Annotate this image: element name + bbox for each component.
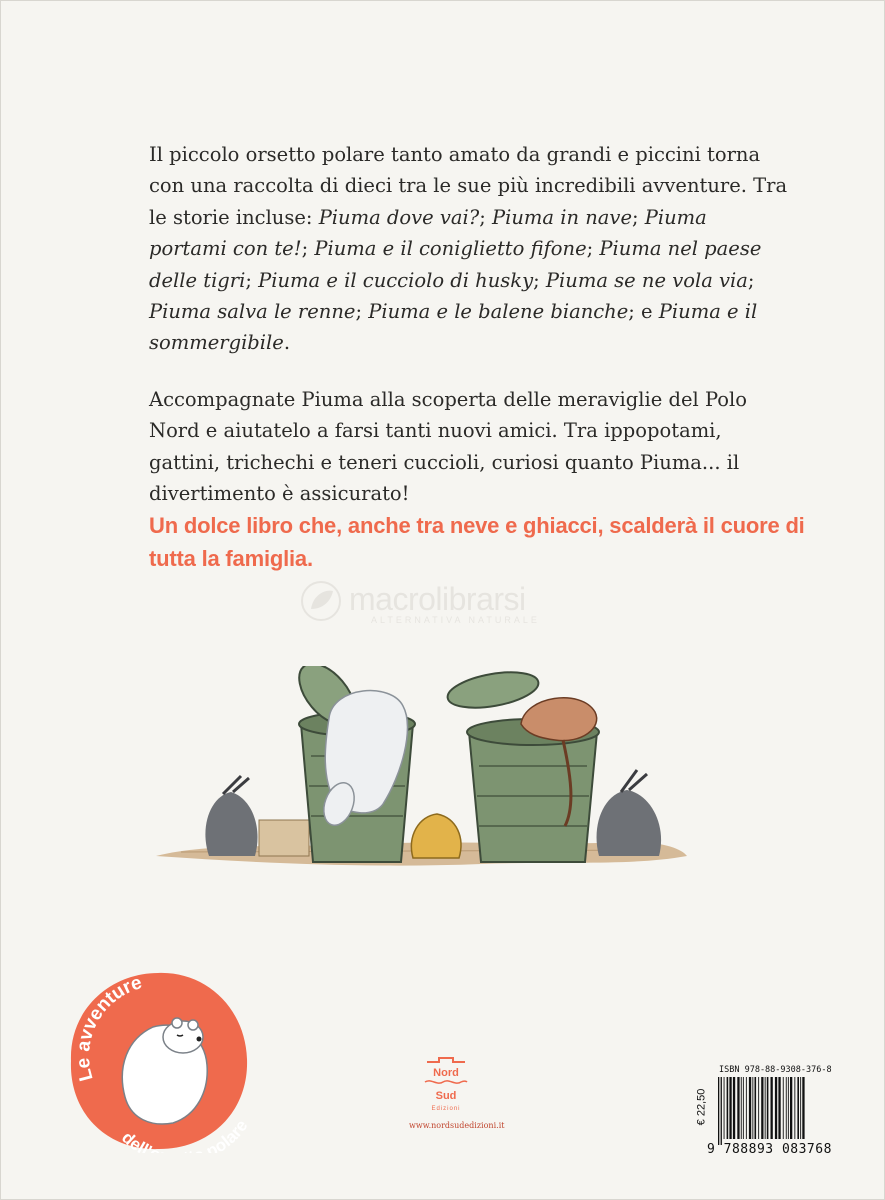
barcode-bar	[790, 1077, 792, 1139]
story-title: Piuma salva le renne	[149, 300, 356, 324]
trash-cans-illustration	[151, 666, 691, 886]
story-title: Piuma portami con te!	[149, 205, 707, 261]
series-badge	[65, 967, 251, 1153]
badge-seal	[65, 967, 251, 1153]
publisher-name-top: Nord	[433, 1067, 459, 1079]
barcode-bar	[749, 1077, 751, 1139]
story-title: Piuma dove vai?	[318, 205, 480, 229]
story-title: Piuma e il cucciolo di husky	[258, 268, 534, 292]
barcode-bar	[765, 1077, 766, 1139]
blurb-text	[149, 139, 789, 534]
barcode-bar	[788, 1077, 789, 1139]
barcode-bar	[783, 1077, 784, 1139]
barcode-bar	[767, 1077, 769, 1139]
publisher-logo	[421, 1056, 471, 1114]
barcode-bar	[746, 1077, 747, 1139]
story-title: Piuma e il sommergibile	[149, 300, 758, 355]
barcode-bar	[737, 1077, 739, 1139]
barcode-bar	[743, 1077, 744, 1139]
blurb-text-run: .	[283, 331, 291, 355]
blurb-text-run: ;	[631, 205, 645, 229]
story-title: Piuma se ne vola via	[545, 268, 748, 292]
barcode-bar	[802, 1077, 804, 1139]
barcode-bar	[729, 1077, 731, 1139]
barcode-bar	[721, 1077, 722, 1145]
barcode-bar	[778, 1077, 780, 1139]
barcode-bar	[727, 1077, 729, 1139]
blurb-text-run: ;	[301, 237, 315, 261]
publisher-label: Edizioni	[431, 1106, 461, 1112]
watermark-brand: macrolibrarsi	[349, 581, 526, 617]
barcode-bar	[755, 1077, 757, 1139]
leaf-icon	[299, 579, 343, 623]
publisher-url[interactable]: www.nordsudedizioni.it	[409, 1121, 505, 1130]
barcode-bar	[752, 1077, 753, 1139]
barcode-bar	[794, 1077, 795, 1139]
barcode-bar	[758, 1077, 759, 1139]
barcode-bar	[761, 1077, 763, 1139]
isbn-text: ISBN 978-88-9308-376-8	[719, 1065, 832, 1075]
barcode-bar	[741, 1077, 742, 1139]
publisher-mark	[421, 1056, 471, 1114]
blurb-text-run: ;	[533, 268, 546, 292]
publisher-name-bottom: Sud	[435, 1090, 457, 1102]
barcode-bar	[775, 1077, 777, 1139]
barcode-number: 9 788893 083768	[707, 1142, 832, 1157]
barcode-bar	[718, 1077, 719, 1145]
story-title: Piuma nel paese delle tigri	[149, 237, 762, 292]
blurb-paragraph-2: Accompagnate Piuma alla scoperta delle meraviglie del Polo Nord e aiutatelo a farsi tanti nuovi amici. Tra ippopotami, gattini, trichechi e teneri cuccioli, curiosi quanto Piuma... il divertimento è assicurato!	[149, 387, 747, 506]
blurb-text-run: ; e	[628, 300, 659, 324]
blurb-text-run: ;	[479, 205, 493, 229]
blurb-text-run: Il piccolo orsetto polare tanto amato da grandi e piccini torna con una raccolta di dieci tra le sue più incredibili avventure. Tra le storie incluse:	[149, 143, 788, 229]
blurb-text-run: ;	[747, 268, 755, 292]
price-label: € 22,50	[695, 1088, 708, 1126]
barcode-bar	[724, 1077, 725, 1139]
story-title: Piuma in nave	[492, 205, 632, 229]
barcode-bar	[797, 1077, 799, 1139]
blurb-text-run: ;	[355, 300, 369, 324]
watermark-subtitle: ALTERNATIVA NATURALE	[371, 615, 540, 625]
barcode-bar	[800, 1077, 801, 1139]
barcode	[716, 1077, 866, 1145]
blurb-paragraph-1	[149, 139, 789, 359]
watermark	[299, 579, 599, 629]
badge-line-2: dell' polare	[118, 1116, 251, 1153]
blurb-text-run: ;	[586, 237, 600, 261]
story-title: Piuma e il coniglietto fifone	[314, 237, 587, 261]
barcode-bar	[786, 1077, 787, 1139]
tagline: Un dolce libro che, anche tra neve e ghiacci, scalderà il cuore di tutta la famiglia.	[149, 513, 805, 571]
barcode-bar	[733, 1077, 735, 1139]
barcode-bar	[771, 1077, 773, 1139]
blurb-text-run: ;	[245, 268, 259, 292]
story-title: Piuma e le balene bianche	[368, 300, 629, 324]
badge-line-1: Le avventure	[72, 972, 145, 1084]
